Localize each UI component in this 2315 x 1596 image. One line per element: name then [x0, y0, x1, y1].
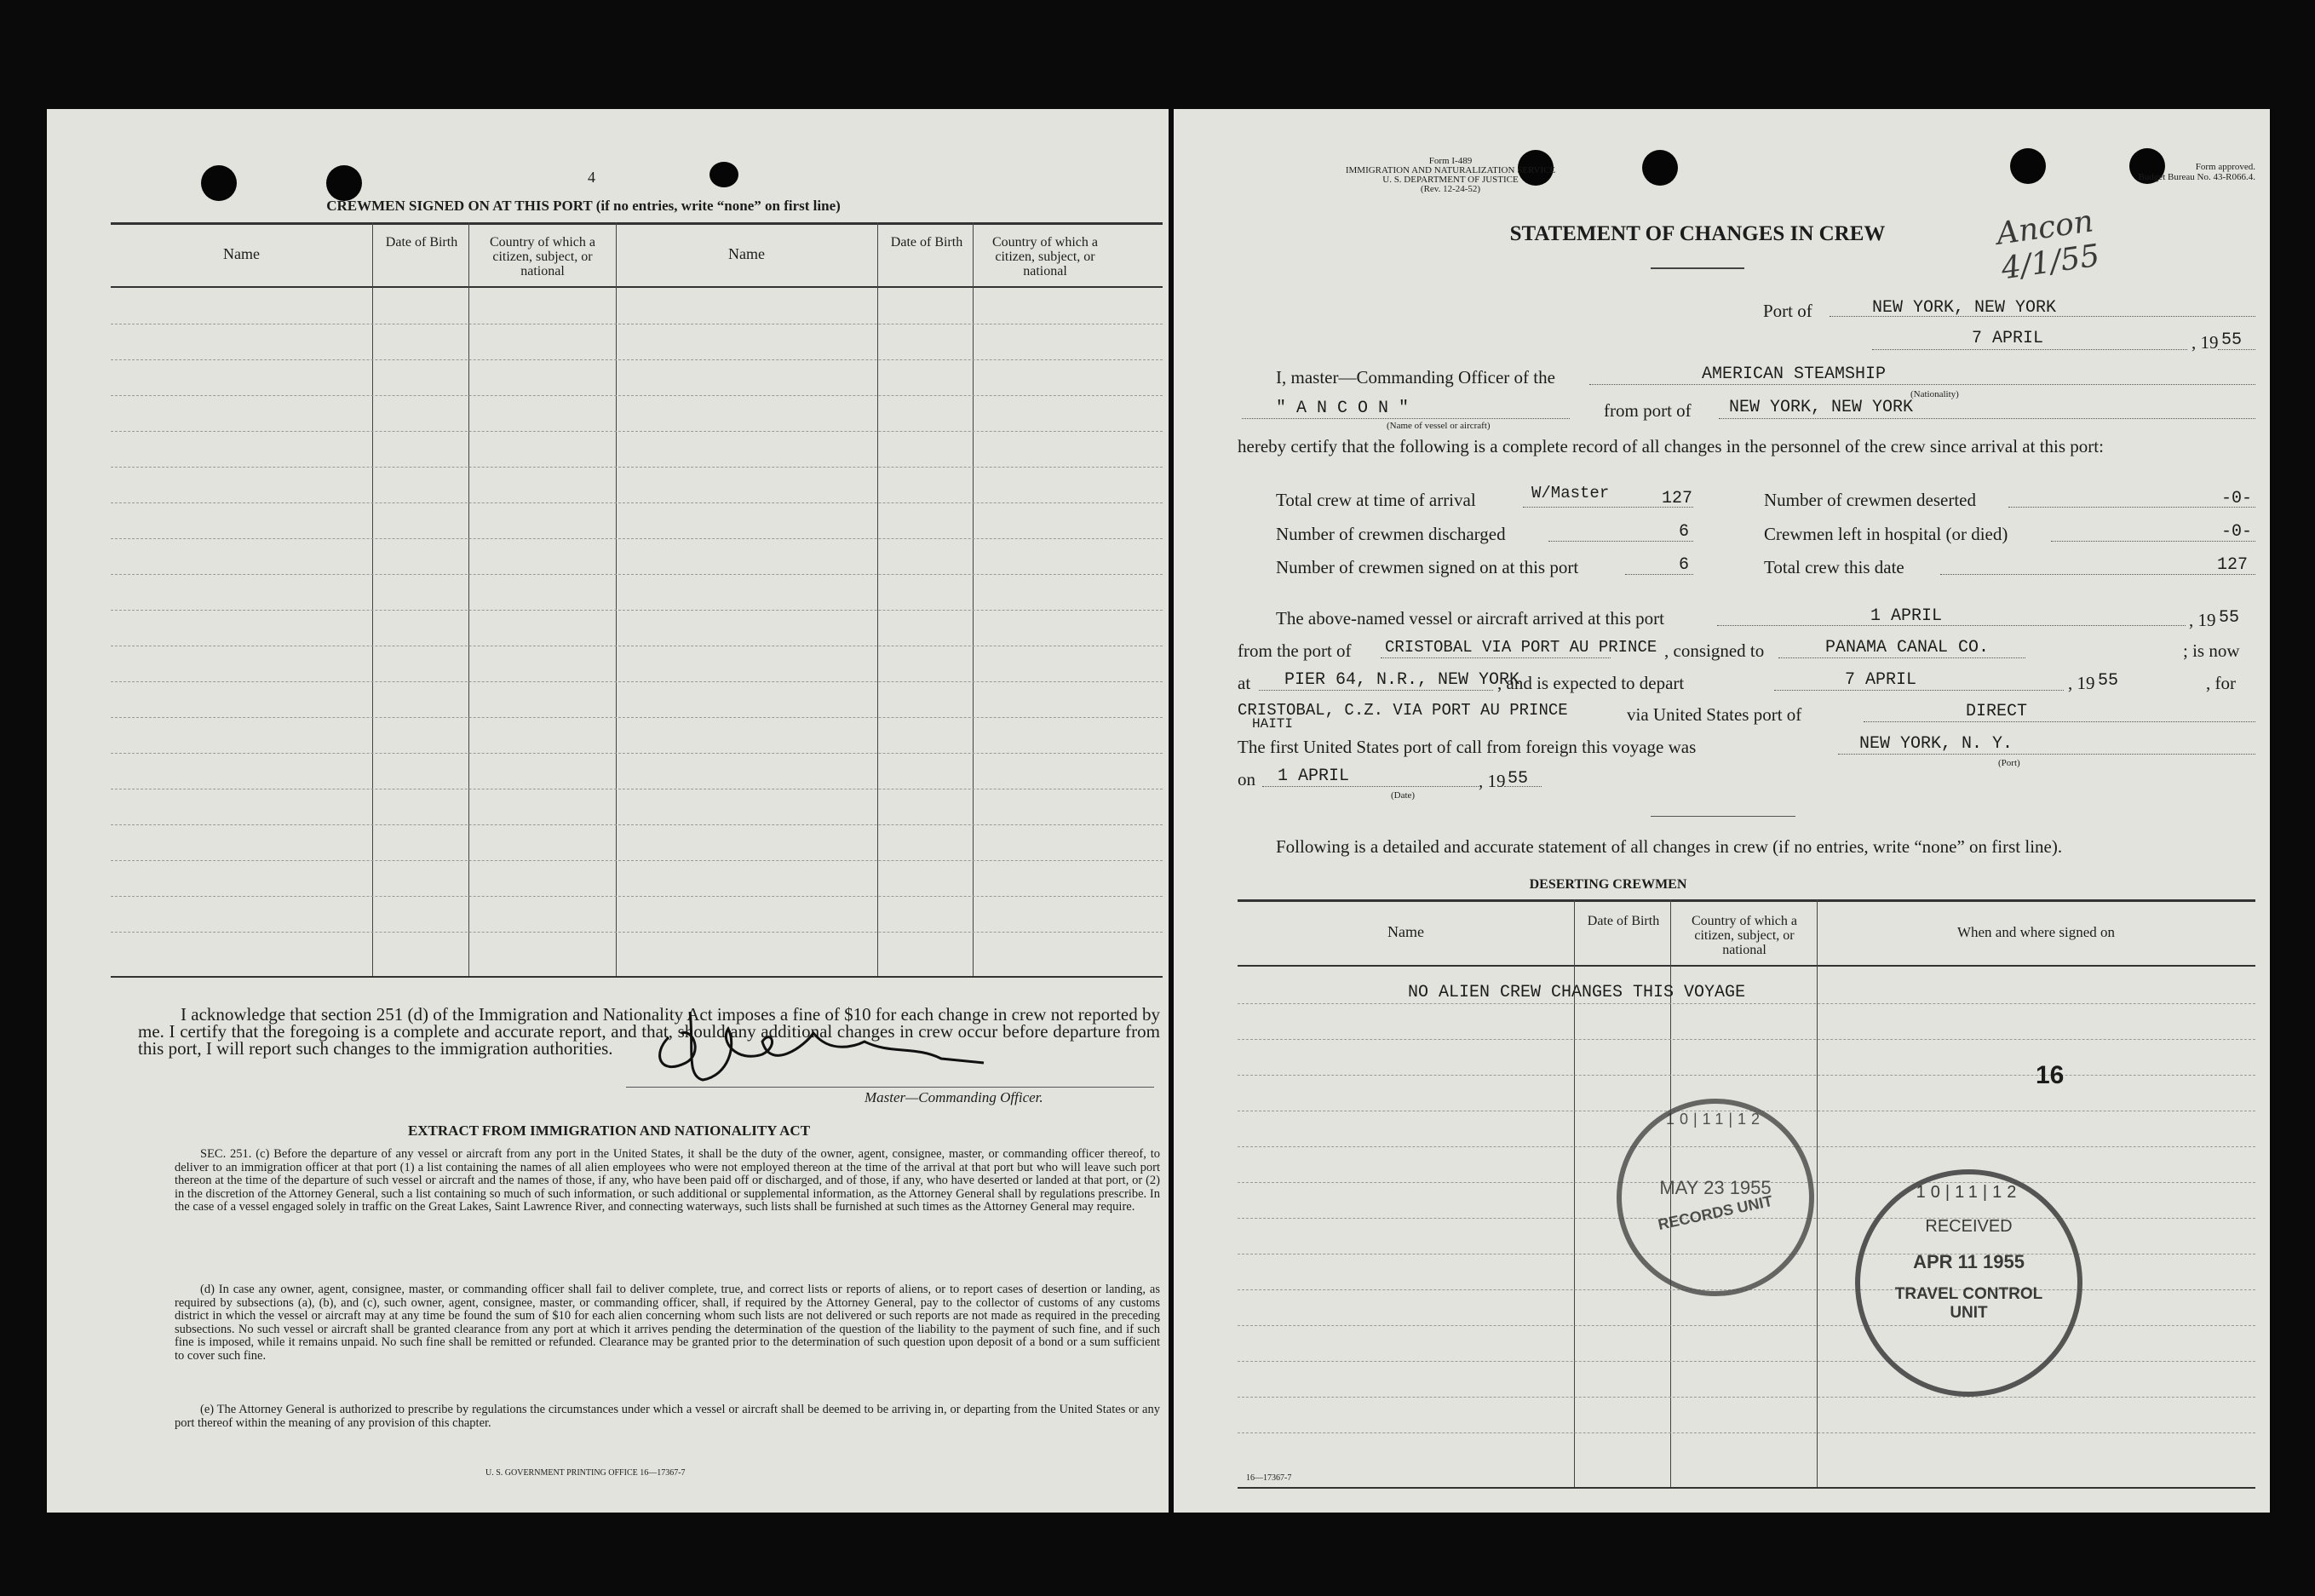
form-number: Form I-489	[1428, 156, 1473, 166]
stamp-unit: TRAVEL CONTROL UNIT	[1894, 1285, 2043, 1322]
hospital-value: -0-	[2221, 522, 2253, 542]
handwritten-number: 16	[2036, 1061, 2065, 1089]
from-port-value: NEW YORK, NEW YORK	[1729, 398, 1914, 417]
first-port-label: The first United States port of call from foreign this voyage was	[1238, 737, 1697, 757]
port-value: NEW YORK, NEW YORK	[1872, 298, 2057, 318]
table-title: CREWMEN SIGNED ON AT THIS PORT (if no entries, write “none” on first line)	[326, 198, 841, 214]
depart-year: 55	[2098, 671, 2119, 691]
department-name: U. S. DEPARTMENT OF JUSTICE	[1382, 175, 1519, 185]
extract-section-c: SEC. 251. (c) Before the departure of any vessel or aircraft from any port in the United States, it shall be the duty of the owner, agent, consignee, master, or commanding officer thereof, to deliver to an immigration officer at that port (1) a list containing the names of all alien employees who were not employed thereon at the time of the arrival at that port but who will leave such port thereon at the time of the departure of such vessel or aircraft and the names of those, if any, who have been paid off or discharged, and of those, if any, who have deserted or landed at that port, or (2) in the discretion of the Attorney General, such a list containing so much of such information, or such additional or supplemental information, as the Attorney General shall by regulations prescribe. In the case of a vessel engaged solely in traffic on the Great Lakes, Saint Lawrence River, and connecting waterways, such lists shall be furnished at such times as the Attorney General may require.	[175, 1147, 1160, 1214]
port-label: Port of	[1763, 301, 1812, 321]
report-date: 7 APRIL	[1972, 329, 2044, 348]
hospital-label: Crewmen left in hospital (or died)	[1764, 524, 2008, 544]
extract-section-d: (d) In case any owner, agent, consignee, master, or commanding officer shall fail to deliver complete, true, and correct lists or reports of aliens, or to report cases of desertion or landing, as required by subsections (a), (b), and (c), such owner, agent, consignee, master, or commanding officer, shall, if required by the Attorney General, pay to the collector of customs of any customs district in which the vessel or aircraft may at any time be found the sum of $10 for each alien concerning whom such lists are not delivered or such reports are not made as required in the preceding subsections. No such vessel or aircraft shall be granted clearance from any port at which it arrives pending the determination of the question of the liability to the payment of such fine, and if such fine is imposed, while it remains unpaid. No such fine shall be remitted or refunded. Clearance may be granted prior to the determination of such question upon deposit of a bond or a sum sufficient to cover such fine.	[175, 1283, 1160, 1363]
column-header: When and where signed on	[1956, 924, 2116, 940]
column-header: Country of which a citizen, subject, or national	[1692, 914, 1797, 957]
punch-hole	[326, 165, 362, 201]
column-header: Name	[1387, 923, 1424, 940]
report-year: 55	[2221, 330, 2243, 350]
at-label: at	[1238, 673, 1251, 693]
total-date-value: 127	[2217, 555, 2249, 575]
depart-date: 7 APRIL	[1845, 670, 1917, 690]
date-caption: (Date)	[1391, 790, 1416, 801]
on-date: 1 APRIL	[1278, 766, 1350, 786]
form-header	[1238, 157, 1663, 194]
stamp-ring-numbers: 10|11|12	[1916, 1183, 2022, 1202]
column-header: Date of Birth	[385, 235, 458, 250]
column-header: Name	[223, 245, 260, 262]
master-label: I, master—Commanding Officer of the	[1276, 367, 1555, 388]
year-prefix: , 19	[2068, 673, 2095, 693]
at-value: PIER 64, N.R., NEW YORK	[1284, 670, 1520, 690]
approval-line-2: Budget Bureau No. 43-R066.4.	[2138, 172, 2255, 182]
year-prefix: , 19	[2191, 332, 2219, 353]
column-header: Country of which a citizen, subject, or national	[992, 235, 1098, 278]
left-page	[47, 109, 1169, 1513]
destination-line-2: HAITI	[1252, 716, 1294, 732]
vessel-name: " A N C O N "	[1276, 399, 1410, 418]
handwritten-annotation: Ancon 4/1/55	[1994, 204, 2102, 287]
for-label: , for	[2206, 673, 2236, 693]
approval-note	[2047, 162, 2255, 182]
approval-line-1: Form approved.	[2195, 162, 2255, 172]
column-header: Date of Birth	[890, 235, 963, 250]
deserted-label: Number of crewmen deserted	[1764, 490, 1976, 510]
first-port-value: NEW YORK, N. Y.	[1859, 734, 2013, 754]
arrived-date: 1 APRIL	[1870, 606, 1943, 626]
from-value: CRISTOBAL VIA PORT AU PRINCE	[1385, 638, 1657, 657]
punch-hole	[2010, 148, 2046, 184]
column-header: Name	[728, 245, 765, 262]
total-arrival-label: Total crew at time of arrival	[1276, 490, 1476, 510]
column-header: Country of which a citizen, subject, or national	[490, 235, 595, 278]
punch-hole	[201, 165, 237, 201]
expected-label: , and is expected to depart	[1497, 673, 1685, 693]
total-date-label: Total crew this date	[1764, 557, 1904, 577]
total-arrival-note: W/Master	[1531, 484, 1610, 502]
printer-imprint: U. S. GOVERNMENT PRINTING OFFICE 16—17367-7	[485, 1468, 686, 1478]
received-stamp	[1855, 1169, 2082, 1397]
agency-name: IMMIGRATION AND NATURALIZATION SERVICE	[1345, 165, 1556, 175]
extract-title: EXTRACT FROM IMMIGRATION AND NATIONALITY ACT	[407, 1122, 811, 1139]
discharged-label: Number of crewmen discharged	[1276, 524, 1506, 544]
from-label: from the port of	[1238, 640, 1352, 661]
consigned-label: , consigned to	[1664, 640, 1765, 661]
master-signature	[635, 995, 992, 1088]
discharged-value: 6	[1679, 522, 1690, 542]
year-prefix: , 19	[2189, 610, 2216, 630]
port-caption: (Port)	[1998, 758, 2020, 768]
nationality-caption: (Nationality)	[1910, 389, 1959, 399]
certification-text: hereby certify that the following is a complete record of all changes in the personnel of the crew since arrival at this port:	[1238, 436, 2104, 456]
stamp-title: RECEIVED	[1925, 1217, 2013, 1236]
form-title: STATEMENT OF CHANGES IN CREW	[1509, 222, 1886, 245]
from-port-label: from port of	[1604, 400, 1692, 421]
on-label: on	[1238, 769, 1255, 789]
total-arrival-value: 127	[1662, 489, 1693, 508]
stamp-date: MAY 23 1955	[1659, 1177, 1772, 1198]
records-unit-stamp	[1617, 1099, 1814, 1296]
signature-label: Master—Commanding Officer.	[865, 1089, 1043, 1105]
arrived-year: 55	[2219, 608, 2240, 628]
revision-date: (Rev. 12-24-52)	[1420, 184, 1481, 194]
deserting-title: DESERTING CREWMEN	[1529, 877, 1687, 892]
via-value: DIRECT	[1966, 702, 2028, 721]
is-now-label: ; is now	[2183, 640, 2240, 661]
deserted-value: -0-	[2221, 489, 2253, 508]
acknowledgment-text: I acknowledge that section 251 (d) of the Immigration and Nationality Act imposes a fine of $10 for each change in crew not reported by me. I certify that the foregoing is a complete and accurate report, and that, should any additional changes in crew occur before departure from this port, I will report such changes to the immigration authorities.	[138, 1004, 1160, 1059]
stamp-unit: RECORDS UNIT	[1656, 1191, 1774, 1234]
signed-on-value: 6	[1679, 555, 1690, 575]
year-prefix: , 19	[1479, 771, 1506, 791]
vessel-caption: (Name of vessel or aircraft)	[1387, 421, 1491, 431]
right-page	[1174, 109, 2270, 1513]
punch-hole	[709, 162, 738, 187]
printer-imprint: 16—17367-7	[1246, 1473, 1292, 1483]
nationality-value: AMERICAN STEAMSHIP	[1702, 365, 1887, 384]
column-header: Date of Birth	[1587, 914, 1660, 928]
stamp-ring-numbers: 10|11|12	[1665, 1111, 1766, 1128]
following-text: Following is a detailed and accurate statement of all changes in crew (if no entries, write “none” on first line).	[1276, 836, 2063, 857]
on-year: 55	[1508, 769, 1529, 789]
arrived-label: The above-named vessel or aircraft arrived at this port	[1276, 608, 1664, 629]
page-number: 4	[588, 169, 595, 186]
destination-value: CRISTOBAL, C.Z. VIA PORT AU PRINCE	[1238, 701, 1568, 720]
via-label: via United States port of	[1627, 704, 1802, 725]
stamp-date: APR 11 1955	[1913, 1251, 2025, 1272]
extract-section-e: (e) The Attorney General is authorized to prescribe by regulations the circumstances under which a vessel or aircraft shall be deemed to be arriving in, or departing from the United States or any port thereof within the meaning of any provision of this chapter.	[175, 1403, 1160, 1430]
signed-on-label: Number of crewmen signed on at this port	[1276, 557, 1579, 577]
consigned-value: PANAMA CANAL CO.	[1825, 638, 1990, 657]
crew-change-entry: NO ALIEN CREW CHANGES THIS VOYAGE	[1408, 983, 1746, 1002]
